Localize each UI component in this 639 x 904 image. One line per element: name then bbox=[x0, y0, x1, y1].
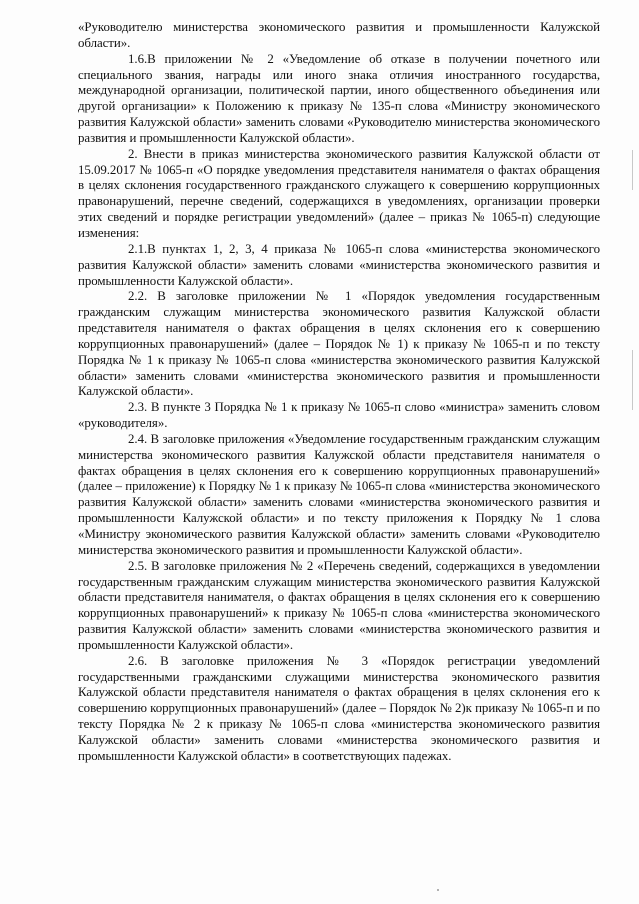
scan-speck bbox=[437, 889, 439, 891]
document-body bbox=[78, 20, 600, 765]
paragraph-item-2-4: 2.4. В заголовке приложения «Уведомление государственным гражданским служащим министерства экономического развития Калужской области представителя нанимателя о фактах обращения в целях склонения его к совершению коррупционных правонарушений» (далее – приложение) к Порядку № 1 к приказу № 1065-п слова «министерства экономического развития Калужской области» заменить словами «министерства экономического развития и промышленности Калужской области» и по тексту приложения к Порядку № 1 слова «Министру экономического развития Калужской области» заменить словами «Руководителю министерства экономического развития и промышленности Калужской области». bbox=[78, 431, 600, 557]
paragraph-item-2-2: 2.2. В заголовке приложении № 1 «Порядок уведомления государственным гражданским служащим министерства экономического развития Калужской области представителя нанимателя о фактах обращения в целях склонения его к совершению коррупционных правонарушений» (далее – Порядок № 1) к приказу № 1065-п и по тексту Порядка № 1 к приказу № 1065-п слова «министерства экономического развития Калужской области» заменить словами «министерства экономического развития и промышленности Калужской области». bbox=[78, 289, 600, 399]
paragraph-item-2-1: 2.1.В пунктах 1, 2, 3, 4 приказа № 1065-п слова «министерства экономического развития Калужской области» заменить словами «министерства экономического развития и промышленности Калужской области». bbox=[78, 241, 600, 288]
paragraph-item-2-3: 2.3. В пункте 3 Порядка № 1 к приказу № 1065-п слово «министра» заменить словом «руководителя». bbox=[78, 400, 600, 431]
paragraph-item-2-6: 2.6. В заголовке приложения № 3 «Порядок регистрации уведомлений государственными гражданскими служащими министерства экономического развития Калужской области представителя нанимателя о фактах обращения в целях склонения его к совершению коррупционных правонарушений» (далее – Порядок № 2)к приказу № 1065-п и по тексту Порядка № 2 к приказу № 1065-п слова «министерства экономического развития Калужской области» заменить словами «министерства экономического развития и промышленности Калужской области» в соответствующих падежах. bbox=[78, 653, 600, 763]
paragraph-item-1-6: 1.6.В приложении № 2 «Уведомление об отказе в получении почетного или специального звания, награды или иного знака отличия иностранного государства, международной организации, политической партии, иного общественного объединения или другой организации» к Положению к приказу № 135-п слова «Министру экономического развития Калужской области» заменить словами «Руководителю министерства экономического развития и промышленности Калужской области». bbox=[78, 51, 600, 145]
paragraph-item-2-5: 2.5. В заголовке приложения № 2 «Перечень сведений, содержащихся в уведомлении государственным гражданским служащим министерства экономического развития Калужской области представителя нанимателя, о фактах обращения в целях склонения его к совершению коррупционных правонарушений» к приказу № 1065-п слова «министерства экономического развития Калужской области» заменить словами «министерства экономического развития и промышленности Калужской области». bbox=[78, 558, 600, 652]
scan-edge-mark bbox=[632, 150, 633, 190]
paragraph-continuation: «Руководителю министерства экономического развития и промышленности Калужской области». bbox=[78, 20, 600, 50]
scan-edge-mark bbox=[632, 350, 633, 410]
paragraph-item-2: 2. Внести в приказ министерства экономического развития Калужской области от 15.09.2017 № 1065-п «О порядке уведомления представителя нанимателя о фактах обращения в целях склонения государственного гражданского служащего к совершению коррупционных правонарушений, перечне сведений, содержащихся в уведомлениях, организации проверки этих сведений и порядке регистрации уведомлений» (далее – приказ № 1065-п) следующие изменения: bbox=[78, 146, 600, 240]
